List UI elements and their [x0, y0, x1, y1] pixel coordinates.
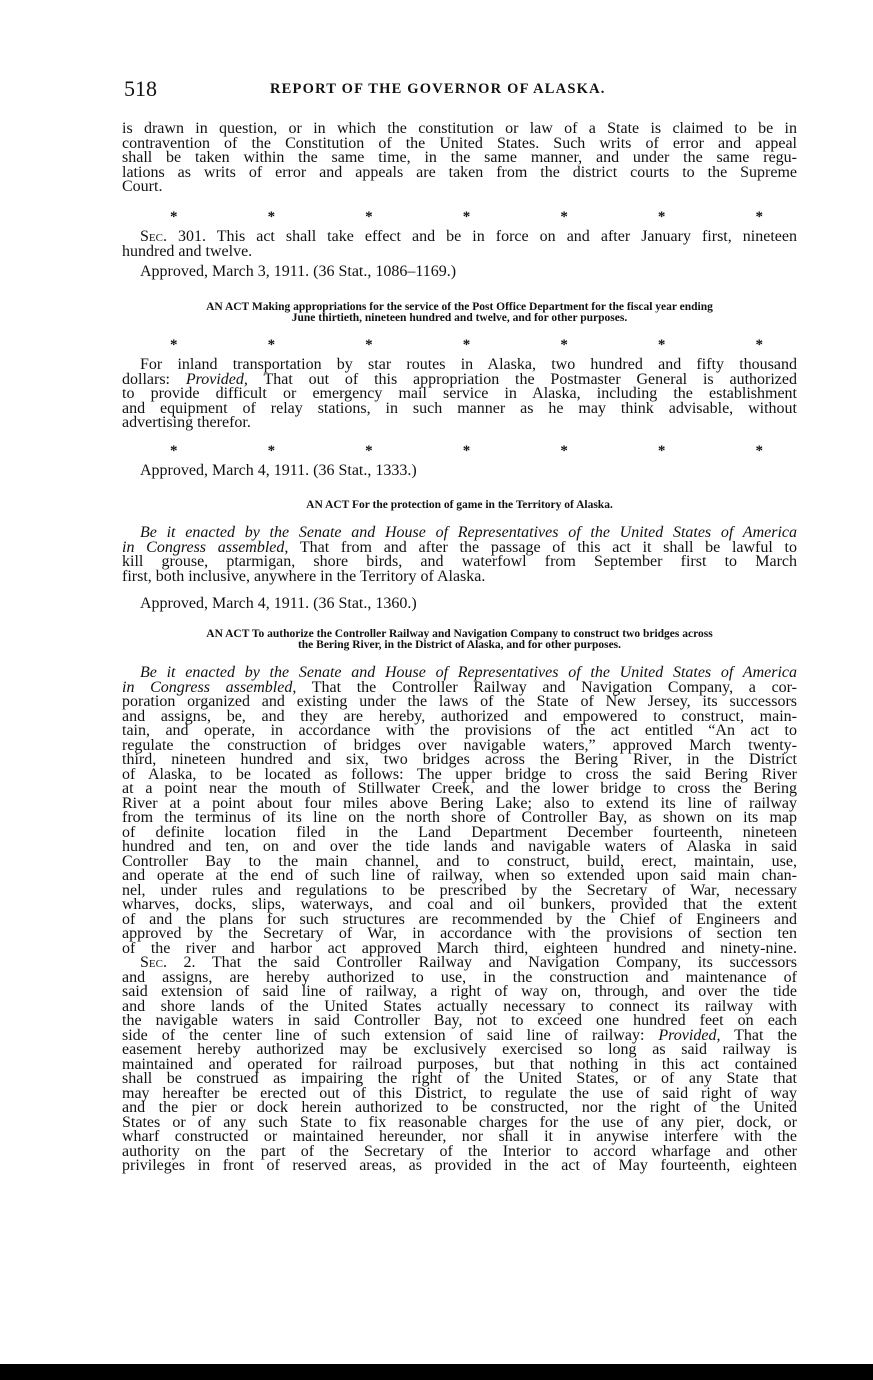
star-mark: * — [267, 337, 276, 353]
star-mark: * — [560, 209, 568, 225]
star-mark: * — [267, 443, 276, 459]
text-line: shall be taken within the same time, in the same manner, and under the same regu- — [122, 149, 797, 166]
text-line: approved by the Secretary of War, in accordance with the provisions of section ten — [122, 925, 797, 942]
text-line: is drawn in question, or in which the constitution or law of a State is claimed to be in — [122, 120, 797, 137]
star-mark: * — [365, 209, 373, 225]
text-line: first, both inclusive, anywhere in the Territory of Alaska. — [122, 567, 486, 585]
text-line: of definite location filed in the Land Department December fourteenth, nineteen — [122, 823, 797, 841]
star-mark: * — [365, 337, 373, 353]
act-title — [122, 500, 797, 511]
text-line: Controller Bay to the main channel, and to construct, build, erect, maintain, use, — [122, 852, 797, 870]
text-line: authority on the part of the Secretary of the Interior to accord wharfage and other — [122, 1142, 797, 1160]
act-title-line: AN ACT To authorize the Controller Railway and Navigation Company to construct two bridges across — [206, 628, 713, 640]
text-italic: in Congress assembled, — [122, 678, 297, 696]
star-mark: * — [755, 209, 763, 225]
text-line: privileges in front of reserved areas, as provided in the act of May fourteenth, eighteen — [122, 1157, 797, 1174]
act4-body — [122, 666, 797, 1174]
text-line: the navigable waters in said Controller Bay, not to exceed one hundred feet on each — [122, 1012, 797, 1029]
text-italic: Be it enacted by the Senate and House of Representatives of the United States of America — [140, 524, 797, 541]
text-italic: Be it enacted by the Senate and House of Representatives of the United States of America — [140, 664, 797, 681]
star-mark: * — [755, 443, 763, 459]
text-line: Court. — [122, 178, 163, 195]
approval-line: Approved, March 4, 1911. (36 Stat., 1333.) — [140, 462, 417, 479]
text-italic: Provided, — [658, 1026, 721, 1044]
text-span: side of the center line of such extension of said line of railway: — [122, 1026, 659, 1044]
text-line: of and the plans for such structures are recommended by the Chief of Engineers and — [122, 910, 797, 928]
text-span: That out of this appropriation the Postmaster General is authorized — [247, 370, 797, 388]
text-span: That the — [720, 1026, 798, 1044]
text-line: regulate the construction of bridges over navigable waters,” approved March twenty- — [122, 736, 797, 754]
page-header — [124, 76, 804, 100]
text-line: to provide difficult or emergency mail service in Alaska, including the establishment — [122, 385, 797, 402]
act-title-line: the Bering River, in the District of Alaska, and for other purposes. — [297, 639, 622, 651]
star-mark: * — [755, 337, 763, 353]
act-title — [122, 302, 797, 324]
text-line: States or of any such State to fix reasonable charges for the use of any pier, dock, or — [122, 1113, 797, 1131]
ellipsis-stars — [122, 443, 797, 457]
page-number: 518 — [124, 76, 157, 101]
text-line: lations as writs of error and appeals are taken from the district courts to the Supreme — [122, 163, 797, 181]
section-label: Sec. 301. — [140, 228, 206, 245]
text-line: and operate at the end of such line of railway, when so extended upon said main chan- — [122, 867, 797, 884]
text-line: advertising therefor. — [122, 414, 251, 431]
text-line: said extension of said line of railway, a right of way on, through, and over the tide — [122, 983, 797, 1000]
text-line: River at a point about four miles above Bering Lake; also to extend its line of railway — [122, 794, 797, 812]
text-line: wharves, docks, slips, waterways, and coal and oil bunkers, provided that the extent — [122, 896, 797, 913]
text-line: hundred and ten, on and over the tide lands and navigable waters of Alaska in said — [122, 838, 797, 855]
text-line: wharf constructed or maintained hereunder, nor shall it in anywise interfere with the — [122, 1128, 797, 1145]
approval-line: Approved, March 4, 1911. (36 Stat., 1360.) — [140, 595, 417, 612]
text-line: kill grouse, ptarmigan, shore birds, and waterfowl from September first to March — [122, 553, 797, 570]
text-line: and assigns, are hereby authorized to use, in the construction and maintenance of — [122, 968, 797, 986]
ellipsis-stars — [122, 337, 797, 351]
section-text: This act shall take effect and be in force on and after January first, nineteen — [216, 228, 797, 245]
star-mark: * — [462, 337, 471, 353]
act-title-line: AN ACT For the protection of game in the Territory of Alaska. — [306, 499, 613, 511]
star-mark: * — [267, 209, 276, 225]
star-mark: * — [560, 443, 568, 459]
star-mark: * — [657, 337, 666, 353]
text-span: That the Controller Railway and Navigation Company, a cor- — [296, 678, 798, 696]
act3-body — [122, 526, 797, 584]
act2-body — [122, 358, 797, 431]
ellipsis-stars — [122, 209, 797, 223]
approval-line: Approved, March 3, 1911. (36 Stat., 1086–1169.) — [140, 263, 457, 280]
text-span: dollars: — [122, 370, 186, 388]
star-mark: * — [365, 443, 373, 459]
running-title: REPORT OF THE GOVERNOR OF ALASKA. — [270, 81, 606, 97]
star-mark: * — [657, 443, 666, 459]
act-title-line: AN ACT Making appropriations for the service of the Post Office Department for the fiscal year ending — [206, 301, 713, 313]
text-line: For inland transportation by star routes in Alaska, two hundred and fifty thousand — [140, 356, 797, 373]
text-line: and shore lands of the United States actually necessary to connect its railway with — [122, 997, 797, 1015]
text-italic: in Congress assembled, — [122, 538, 289, 556]
star-mark: * — [170, 209, 178, 225]
text-line: at a point near the mouth of Stillwater Creek, and the lower bridge to cross the Bering — [122, 780, 797, 797]
text-line: tain, and operate, in accordance with the provisions of the act entitled “An act to — [122, 722, 797, 739]
text-line: contravention of the Constitution of the United States. Such writs of error and appeal — [122, 134, 797, 152]
act-title — [122, 629, 797, 651]
text-line: maintained and operated for railroad purposes, but that nothing in this act contained — [122, 1055, 797, 1073]
star-mark: * — [170, 337, 178, 353]
text-span: That from and after the passage of this act it shall be lawful to — [288, 538, 797, 556]
star-mark: * — [462, 443, 471, 459]
section-text: That the said Controller Railway and Navigation Company, its successors — [211, 954, 797, 971]
text-line: hundred and twelve. — [122, 242, 253, 260]
text-line: and the pier or dock herein authorized to be constructed, nor the right of the United — [122, 1099, 797, 1116]
text-line: easement hereby authorized may be exclusively exercised so long as said railway is — [122, 1041, 797, 1058]
text-line: may hereafter be erected out of this District, to regulate the use of said right of way — [122, 1084, 797, 1102]
continuation-block — [122, 122, 797, 195]
text-line: shall be construed as impairing the right of the United States, or of any State that — [122, 1070, 797, 1087]
act-title-line: June thirtieth, nineteen hundred and twelve, and for other purposes. — [291, 312, 628, 324]
text-line: of the river and harbor act approved March third, eighteen hundred and ninety-nine. — [122, 939, 797, 957]
text-line: of Alaska, to be located as follows: The upper bridge to cross the said Bering River — [122, 765, 797, 783]
star-mark: * — [657, 209, 666, 225]
text-line: third, nineteen hundred and six, two bridges across the Bering River, in the District — [122, 751, 797, 768]
scan-edge-bar — [0, 1364, 873, 1380]
star-mark: * — [560, 337, 568, 353]
section-301 — [122, 230, 797, 259]
section-label: Sec. 2. — [140, 954, 196, 971]
text-line: poration organized and existing under the laws of the State of New Jersey, its successors — [122, 693, 797, 710]
text-line: and assigns, be, and they are hereby, authorized and empowered to construct, main- — [122, 707, 797, 725]
star-mark: * — [170, 443, 178, 459]
text-line: and equipment of relay stations, in such manner as he may think advisable, without — [122, 399, 797, 417]
text-italic: Provided, — [185, 370, 248, 388]
text-line: nel, under rules and regulations to be prescribed by the Secretary of War, necessary — [122, 881, 797, 899]
text-line: from the terminus of its line on the north shore of Controller Bay, as shown on its map — [122, 809, 797, 826]
star-mark: * — [462, 209, 471, 225]
